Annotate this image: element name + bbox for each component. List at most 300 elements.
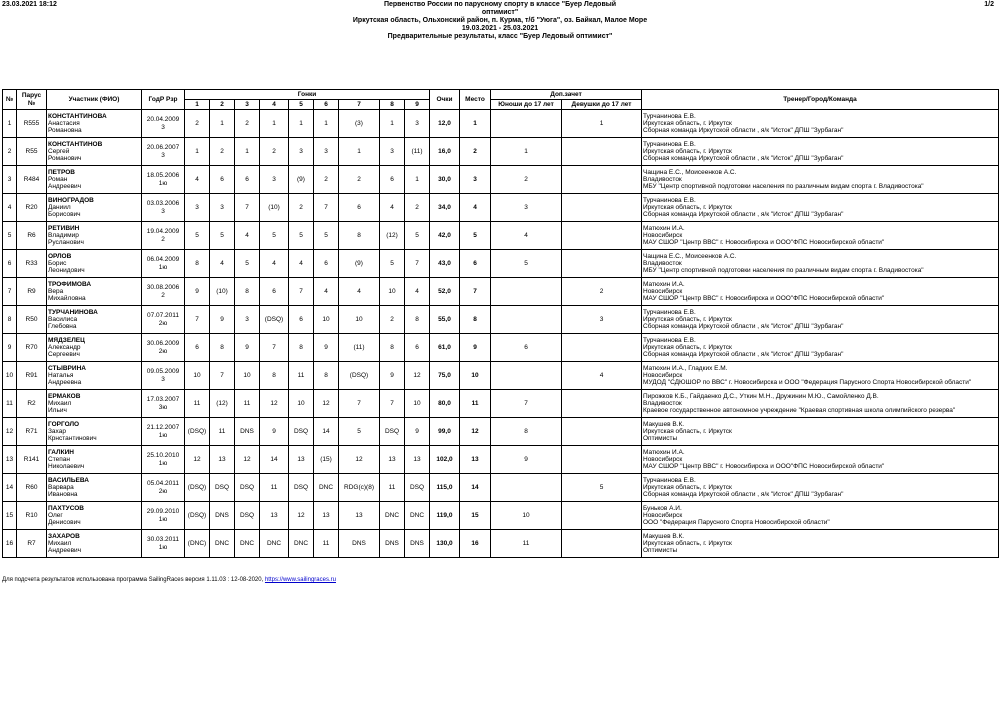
given-name: Роман [48, 175, 68, 183]
birth-date: 25.10.2010 [146, 452, 180, 460]
race-result: 3 [260, 166, 289, 194]
title-line: Первенство России по парусному спорту в классе "Буер Ледовый [383, 1, 617, 8]
row-girls: 3 [562, 306, 642, 334]
race-result: DSQ [235, 474, 260, 502]
race-result: 13 [210, 446, 235, 474]
row-name [47, 334, 142, 362]
race-result: 9 [380, 362, 405, 390]
surname: ПАХТУСОВ [48, 504, 84, 512]
race-result: 11 [185, 390, 210, 418]
given-name: Ильич [48, 407, 67, 415]
footer-link[interactable]: https://www.sailingraces.ru [264, 577, 336, 583]
city: Новосибирск [643, 287, 683, 295]
race-result: DSQ [289, 474, 314, 502]
sport-rank: 1ю [158, 263, 168, 271]
print-datetime: 23.03.2021 18:12 [2, 1, 57, 8]
row-birth [142, 306, 185, 334]
birth-date: 19.04.2009 [146, 228, 180, 236]
city: Владивосток [643, 399, 682, 407]
race-result: (12) [210, 390, 235, 418]
row-place: 3 [460, 166, 491, 194]
race-result: 7 [235, 194, 260, 222]
table-row [3, 138, 999, 166]
race-result: 3 [235, 306, 260, 334]
row-name [47, 110, 142, 138]
row-team [642, 138, 999, 166]
row-points: 115,0 [430, 474, 460, 502]
row-boys: 11 [491, 530, 562, 558]
race-result: 7 [339, 390, 380, 418]
race-result: 9 [405, 418, 430, 446]
col-race-9: 9 [405, 100, 430, 110]
coach-name: Буньков А.И. [643, 504, 682, 512]
race-result: (15) [314, 446, 339, 474]
row-points: 34,0 [430, 194, 460, 222]
coach-name: Матюхин И.А. [643, 224, 685, 232]
row-points: 102,0 [430, 446, 460, 474]
race-result: 8 [210, 334, 235, 362]
row-points: 75,0 [430, 362, 460, 390]
row-no: 12 [3, 418, 17, 446]
table-row [3, 306, 999, 334]
race-result: (11) [405, 138, 430, 166]
col-race-4: 4 [260, 100, 289, 110]
row-birth [142, 194, 185, 222]
race-result: 5 [289, 222, 314, 250]
race-result: (DSQ) [185, 502, 210, 530]
footer-text: Для подсчета результатов использована программа SailingRaces версия 1.11.03 : 12-08-2020, [2, 577, 264, 583]
city: Иркутская область, г. Иркутск [643, 483, 732, 491]
row-no: 15 [3, 502, 17, 530]
birth-date: 30.08.2006 [146, 284, 180, 292]
surname: ТУРЧАНИНОВА [48, 308, 98, 316]
surname: ВАСИЛЬЕВА [48, 476, 89, 484]
race-result: 4 [339, 278, 380, 306]
title-line: Предварительные результаты, класс "Буер Ледовый оптимист" [387, 33, 613, 40]
given-name: Ивановна [48, 491, 78, 499]
race-result: 12 [235, 446, 260, 474]
race-result: 10 [235, 362, 260, 390]
col-place: Место [460, 90, 491, 110]
team-name: Сборная команда Иркутской области , я/к "Исток" ДПШ "Зурбаган" [643, 127, 844, 135]
race-result: 13 [289, 446, 314, 474]
race-result: 3 [380, 138, 405, 166]
table-row [3, 194, 999, 222]
row-points: 42,0 [430, 222, 460, 250]
race-result: 8 [289, 334, 314, 362]
race-result: (10) [210, 278, 235, 306]
race-result: 12 [185, 446, 210, 474]
team-name: Оптимисты [643, 435, 678, 443]
given-name: Вера [48, 287, 64, 295]
row-boys: 8 [491, 418, 562, 446]
row-birth [142, 362, 185, 390]
race-result: DNS [405, 530, 430, 558]
race-result: DSQ [235, 502, 260, 530]
race-result: 1 [339, 138, 380, 166]
race-result: 7 [260, 334, 289, 362]
race-result: 10 [339, 306, 380, 334]
race-result: 6 [210, 166, 235, 194]
race-result: (9) [289, 166, 314, 194]
race-result: 6 [235, 166, 260, 194]
race-result: 1 [289, 110, 314, 138]
row-birth [142, 166, 185, 194]
row-birth [142, 474, 185, 502]
row-no: 13 [3, 446, 17, 474]
row-name [47, 446, 142, 474]
row-boys: 7 [491, 390, 562, 418]
team-name: МАУ СШОР "Центр ВВС" г. Новосибирска и ООО"ФПС Новосибирской области" [643, 239, 885, 247]
race-result: 1 [380, 110, 405, 138]
row-team [642, 110, 999, 138]
race-result: 13 [314, 502, 339, 530]
race-result: 2 [289, 194, 314, 222]
row-points: 80,0 [430, 390, 460, 418]
city: Иркутская область, г. Иркутск [643, 119, 732, 127]
row-team [642, 390, 999, 418]
row-team [642, 222, 999, 250]
sport-rank: 3 [161, 375, 165, 383]
row-name [47, 474, 142, 502]
given-name: Михаил [48, 399, 72, 407]
row-points: 55,0 [430, 306, 460, 334]
surname: КОНСТАНТИНОВ [48, 140, 103, 148]
race-result: DNC [405, 502, 430, 530]
race-result: 5 [260, 222, 289, 250]
race-result: (3) [339, 110, 380, 138]
row-girls [562, 222, 642, 250]
row-points: 119,0 [430, 502, 460, 530]
race-result: 4 [185, 166, 210, 194]
race-result: (10) [260, 194, 289, 222]
row-no: 10 [3, 362, 17, 390]
race-result: (11) [339, 334, 380, 362]
row-points: 130,0 [430, 530, 460, 558]
city: Владивосток [643, 175, 682, 183]
row-team [642, 362, 999, 390]
race-result: 12 [260, 390, 289, 418]
row-name [47, 278, 142, 306]
row-team [642, 446, 999, 474]
col-birth: ГодР Рзр [142, 90, 185, 110]
race-result: 4 [314, 278, 339, 306]
birth-date: 17.03.2007 [146, 396, 180, 404]
col-boys: Юноши до 17 лет [491, 100, 562, 110]
race-result: 11 [314, 530, 339, 558]
row-girls [562, 390, 642, 418]
row-birth [142, 446, 185, 474]
race-result: 9 [210, 306, 235, 334]
city: Иркутская область, г. Иркутск [643, 147, 732, 155]
coach-name: Турчанинова Е.В. [643, 112, 696, 120]
coach-name: Матюхин И.А. [643, 280, 685, 288]
race-result: 10 [405, 390, 430, 418]
title-line: 19.03.2021 - 25.03.2021 [461, 25, 539, 32]
race-result: 7 [380, 390, 405, 418]
row-sail: R10 [17, 502, 47, 530]
surname: РЕТИВИН [48, 224, 80, 232]
row-boys: 6 [491, 334, 562, 362]
race-result: 11 [260, 474, 289, 502]
title-line: оптимист" [481, 9, 519, 16]
row-no: 14 [3, 474, 17, 502]
row-girls [562, 138, 642, 166]
race-result: 13 [405, 446, 430, 474]
race-result: 9 [185, 278, 210, 306]
given-name: Леонидович [48, 267, 85, 275]
row-name [47, 502, 142, 530]
coach-name: Турчанинова Е.В. [643, 336, 696, 344]
col-races: Гонки [185, 90, 430, 100]
row-girls [562, 250, 642, 278]
race-result: 14 [260, 446, 289, 474]
team-name: Сборная команда Иркутской области , я/к "Исток" ДПШ "Зурбаган" [643, 211, 844, 219]
race-result: 7 [210, 362, 235, 390]
row-team [642, 278, 999, 306]
team-name: Сборная команда Иркутской области , я/к "Исток" ДПШ "Зурбаган" [643, 323, 844, 331]
row-no: 9 [3, 334, 17, 362]
row-sail: R20 [17, 194, 47, 222]
row-team [642, 418, 999, 446]
race-result: DNC [210, 530, 235, 558]
race-result: 3 [405, 110, 430, 138]
col-race-5: 5 [289, 100, 314, 110]
coach-name: Матюхин И.А. [643, 448, 685, 456]
coach-name: Макушев В.К. [643, 532, 685, 540]
row-boys [491, 362, 562, 390]
row-girls [562, 502, 642, 530]
row-girls [562, 194, 642, 222]
row-name [47, 222, 142, 250]
race-result: DSQ [380, 418, 405, 446]
row-no: 8 [3, 306, 17, 334]
race-result: DNS [339, 530, 380, 558]
row-boys [491, 474, 562, 502]
race-result: 3 [210, 194, 235, 222]
coach-name: Турчанинова Е.В. [643, 476, 696, 484]
given-name: Даниил [48, 203, 71, 211]
race-result: 4 [405, 278, 430, 306]
race-result: 5 [380, 250, 405, 278]
row-points: 30,0 [430, 166, 460, 194]
row-place: 5 [460, 222, 491, 250]
race-result: 6 [185, 334, 210, 362]
table-row [3, 334, 999, 362]
row-boys: 9 [491, 446, 562, 474]
row-team [642, 250, 999, 278]
row-name [47, 138, 142, 166]
coach-name: Чащина Е.С., Моисеенков А.С. [643, 252, 737, 260]
surname: ГОРГОЛО [48, 420, 80, 428]
race-result: 13 [339, 502, 380, 530]
row-girls [562, 334, 642, 362]
race-result: 7 [314, 194, 339, 222]
race-result: 7 [405, 250, 430, 278]
row-boys [491, 306, 562, 334]
row-place: 6 [460, 250, 491, 278]
team-name: Краевое государственное автономное учреждение "Краевая спортивная школа олимпийского резерва" [643, 407, 956, 415]
row-points: 61,0 [430, 334, 460, 362]
row-sail: R33 [17, 250, 47, 278]
team-name: Оптимисты [643, 547, 678, 555]
race-result: 5 [235, 250, 260, 278]
row-birth [142, 418, 185, 446]
row-sail: R2 [17, 390, 47, 418]
race-result: 2 [210, 138, 235, 166]
row-place: 11 [460, 390, 491, 418]
row-team [642, 530, 999, 558]
row-place: 16 [460, 530, 491, 558]
sport-rank: 1ю [158, 459, 168, 467]
row-birth [142, 138, 185, 166]
row-girls [562, 418, 642, 446]
race-result: (9) [339, 250, 380, 278]
given-name: Андреевна [48, 379, 82, 387]
given-name: Андреевич [48, 183, 82, 191]
race-result: 6 [260, 278, 289, 306]
race-result: 4 [210, 250, 235, 278]
row-team [642, 502, 999, 530]
title-line: Иркутская область, Ольхонский район, п. Курма, т/б "Уюга", оз. Байкал, Малое Море [352, 17, 648, 24]
birth-date: 03.03.2006 [146, 200, 180, 208]
race-result: DNC [314, 474, 339, 502]
coach-name: Макушев В.К. [643, 420, 685, 428]
race-result: (DNC) [185, 530, 210, 558]
given-name: Александр [48, 343, 81, 351]
row-girls: 5 [562, 474, 642, 502]
race-result: 4 [235, 222, 260, 250]
row-boys [491, 278, 562, 306]
race-result: 3 [185, 194, 210, 222]
given-name: Олег [48, 511, 63, 519]
race-result: 5 [185, 222, 210, 250]
col-participant: Участник (ФИО) [47, 90, 142, 110]
col-race-8: 8 [380, 100, 405, 110]
race-result: 8 [185, 250, 210, 278]
race-result: DSQ [210, 474, 235, 502]
race-result: 10 [380, 278, 405, 306]
race-result: 13 [260, 502, 289, 530]
race-result: 8 [235, 278, 260, 306]
given-name: Сергей [48, 147, 70, 155]
table-row [3, 530, 999, 558]
race-result: 6 [405, 334, 430, 362]
race-result: 2 [260, 138, 289, 166]
row-sail: R9 [17, 278, 47, 306]
given-name: Михаил [48, 539, 72, 547]
race-result: 2 [339, 166, 380, 194]
race-result: 1 [314, 110, 339, 138]
race-result: 6 [314, 250, 339, 278]
row-girls: 1 [562, 110, 642, 138]
row-name [47, 390, 142, 418]
row-name [47, 250, 142, 278]
team-name: МУДОД "СДЮШОР по ВВС" г. Новосибирска и ООО "Федерация Парусного Спорта Новосибирской области" [643, 379, 972, 387]
row-points: 52,0 [430, 278, 460, 306]
race-result: DNC [235, 530, 260, 558]
race-result: 2 [405, 194, 430, 222]
row-name [47, 362, 142, 390]
row-birth [142, 278, 185, 306]
race-result: 3 [314, 138, 339, 166]
sport-rank: 1ю [158, 515, 168, 523]
race-result: 9 [260, 418, 289, 446]
given-name: Сергеевич [48, 351, 80, 359]
col-girls: Девушки до 17 лет [562, 100, 642, 110]
race-result: DNS [235, 418, 260, 446]
surname: ОРЛОВ [48, 252, 72, 260]
row-no: 11 [3, 390, 17, 418]
race-result: 4 [380, 194, 405, 222]
race-result: 11 [235, 390, 260, 418]
race-result: 5 [210, 222, 235, 250]
given-name: Владимир [48, 231, 79, 239]
row-team [642, 166, 999, 194]
table-row [3, 278, 999, 306]
race-result: 2 [314, 166, 339, 194]
given-name: Захар [48, 427, 66, 435]
given-name: Михайловна [48, 295, 86, 303]
team-name: Сборная команда Иркутской области , я/к "Исток" ДПШ "Зурбаган" [643, 155, 844, 163]
sport-rank: 3ю [158, 403, 168, 411]
row-no: 7 [3, 278, 17, 306]
race-result: 1 [405, 166, 430, 194]
row-no: 5 [3, 222, 17, 250]
row-sail: R60 [17, 474, 47, 502]
race-result: 11 [210, 418, 235, 446]
given-name: Романович [48, 155, 82, 163]
sport-rank: 1ю [158, 179, 168, 187]
sport-rank: 2 [161, 291, 165, 299]
coach-name: Турчанинова Е.В. [643, 308, 696, 316]
race-result: 7 [289, 278, 314, 306]
birth-date: 09.05.2009 [146, 368, 180, 376]
given-name: Николаевич [48, 463, 85, 471]
team-name: МБУ "Центр спортивной подготовки населения по различным видам спорта г. Владивостока" [643, 183, 924, 191]
row-place: 8 [460, 306, 491, 334]
birth-date: 20.04.2009 [146, 116, 180, 124]
row-sail: R6 [17, 222, 47, 250]
sport-rank: 2 [161, 235, 165, 243]
row-sail: R484 [17, 166, 47, 194]
race-result: 6 [289, 306, 314, 334]
row-place: 14 [460, 474, 491, 502]
row-name [47, 306, 142, 334]
row-boys: 4 [491, 222, 562, 250]
col-race-7: 7 [339, 100, 380, 110]
row-sail: R70 [17, 334, 47, 362]
team-name: Сборная команда Иркутской области , я/к "Исток" ДПШ "Зурбаган" [643, 351, 844, 359]
race-result: 5 [314, 222, 339, 250]
race-result: 8 [260, 362, 289, 390]
surname: ТРОФИМОВА [48, 280, 92, 288]
col-race-1: 1 [185, 100, 210, 110]
row-no: 6 [3, 250, 17, 278]
row-birth [142, 110, 185, 138]
race-result: 11 [289, 362, 314, 390]
team-name: МБУ "Центр спортивной подготовки населения по различным видам спорта г. Владивостока" [643, 267, 924, 275]
birth-date: 07.07.2011 [146, 312, 180, 320]
row-girls [562, 166, 642, 194]
team-name: МАУ СШОР "Центр ВВС" г. Новосибирска и ООО"ФПС Новосибирской области" [643, 463, 885, 471]
surname: ГАЛКИН [48, 448, 74, 456]
given-name: Глебовна [48, 323, 77, 331]
race-result: 14 [314, 418, 339, 446]
race-result: 4 [260, 250, 289, 278]
race-result: 10 [185, 362, 210, 390]
race-result: DNC [289, 530, 314, 558]
